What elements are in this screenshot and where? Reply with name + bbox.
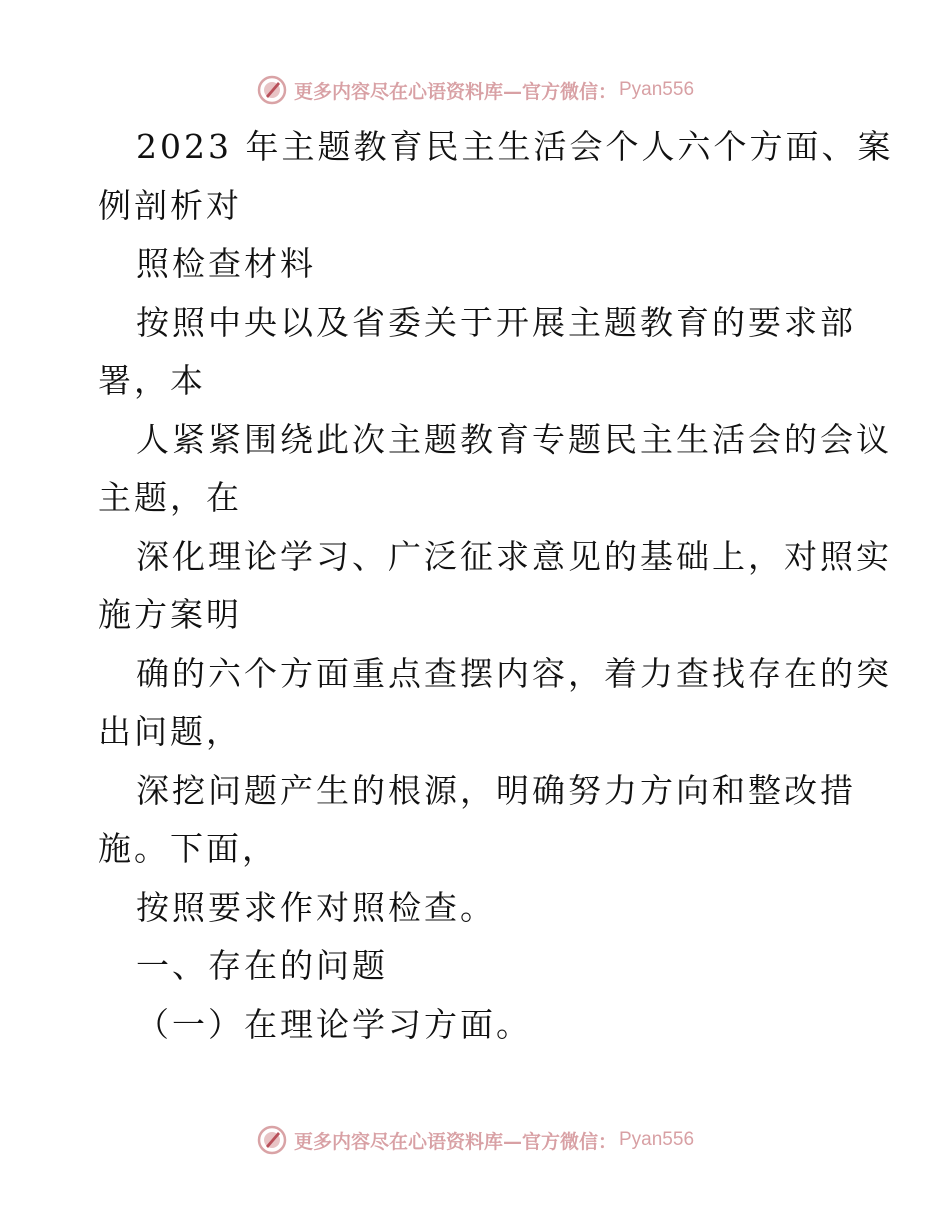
header-watermark [0,70,950,110]
text-line: 施方案明 [98,595,242,634]
text-line: 人紧紧围绕此次主题教育专题民主生活会的会议 [136,419,892,459]
watermark-text: 更多内容尽在心语资料库—官方微信： [293,1130,617,1153]
text-line: 确的六个方面重点查摆内容，着力查找存在的突 [136,653,892,693]
footer-watermark [0,1120,950,1160]
text-line: 深挖问题产生的根源，明确努力方向和整改措 [136,770,856,810]
text-line: 出问题， [98,712,242,751]
document-body [98,118,894,1054]
text-line: 按照要求作对照检查。 [136,887,496,927]
text-line: （一）在理论学习方面。 [136,1004,532,1044]
text-line: 2023 年主题教育民主生活会个人六个方面、案 [136,127,894,166]
watermark-logo-icon [256,1124,288,1156]
text-line: 主题，在 [98,478,242,517]
text-line: 例剖析对 [98,185,242,225]
text-line: 署，本 [98,361,206,400]
text-line: 施。下面， [98,829,278,868]
watermark-text: 更多内容尽在心语资料库—官方微信： [293,80,617,103]
watermark-logo-icon [256,74,288,106]
text-line: 深化理论学习、广泛征求意见的基础上，对照实 [136,536,892,576]
watermark-wechat-id: Pyan556 [619,79,695,100]
text-line: 一、存在的问题 [136,946,388,985]
text-line: 照检查材料 [136,244,316,283]
watermark-wechat-id: Pyan556 [619,1129,695,1150]
text-line: 按照中央以及省委关于开展主题教育的要求部 [136,302,856,342]
